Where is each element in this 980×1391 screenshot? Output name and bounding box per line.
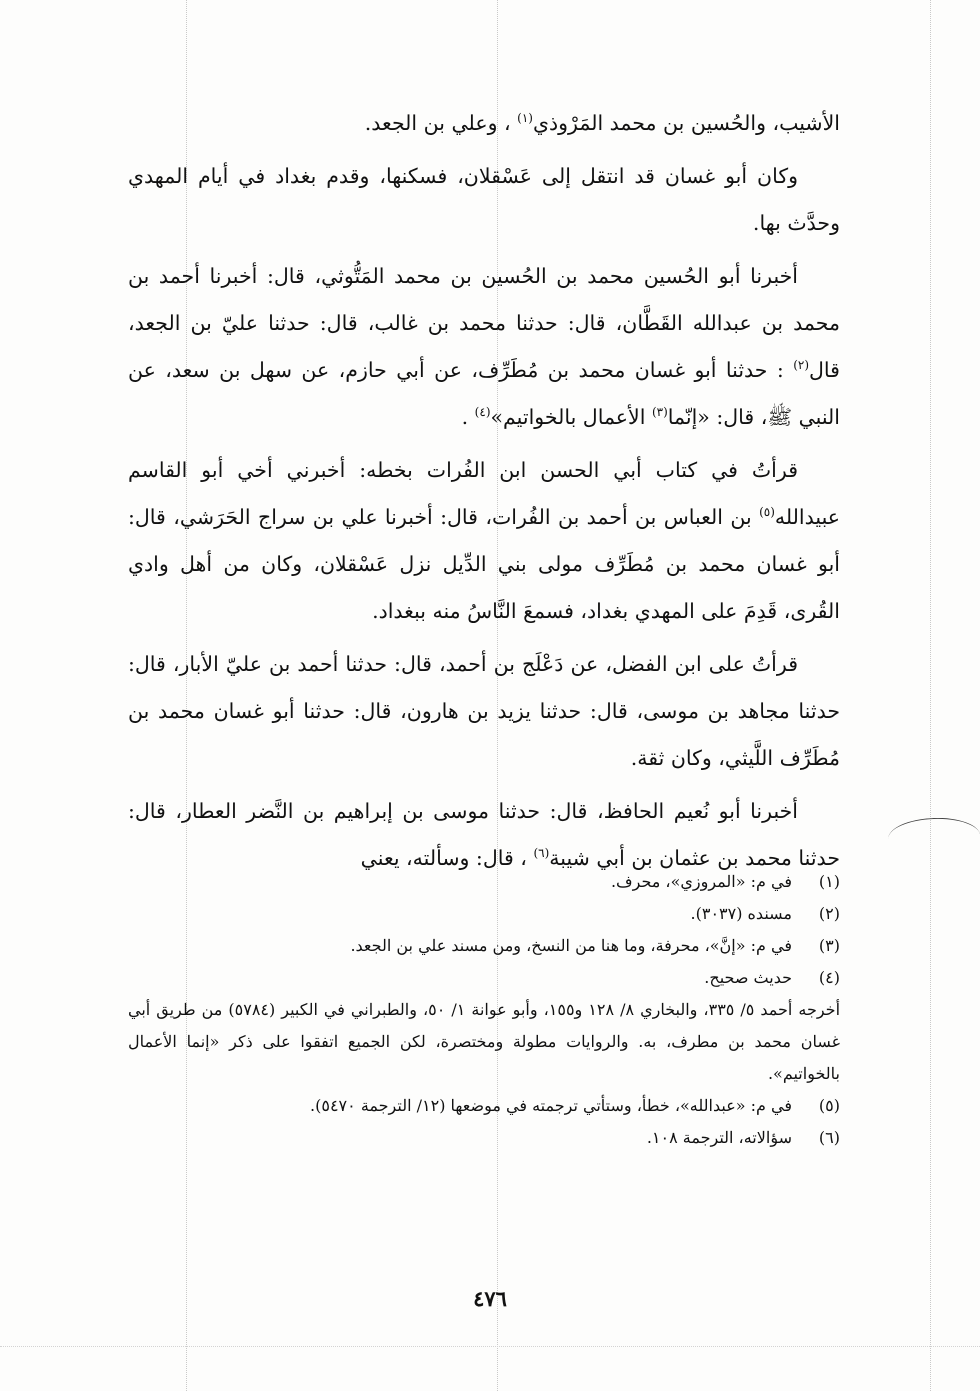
footnote-continuation bbox=[128, 994, 840, 1090]
paragraph: أخبرنا أبو الحُسين محمد بن الحُسين بن محمد المَتُّوثي، قال: أخبرنا أحمد بن محمد بن عبدالله القَطَّان، قال: حدثنا محمد بن غالب، قال: حدثنا عليّ بن الجعد، قال$^{(٢)}$ : حدثنا أبو غسان محمد بن مُطَرِّف، عن أبي حازم، عن سهل بن سعد، عن النبي ﷺ، قال: «إنّما$^{(٣)}$ الأعمال بالخواتيم»$^{(٤)}$ . bbox=[128, 264, 840, 429]
main-text-body bbox=[128, 100, 840, 888]
footnote-text: سؤالاته، الترجمة ١٠٨. bbox=[646, 1128, 792, 1147]
page-number: ٤٧٦ bbox=[473, 1286, 507, 1311]
footnote-ref[interactable]: (٣) bbox=[651, 405, 668, 420]
footnote bbox=[128, 962, 840, 994]
footnote-text: حديث صحيح. bbox=[704, 968, 792, 987]
paragraph: وكان أبو غسان قد انتقل إلى عَسْقلان، فسكنها، وقدم بغداد في أيام المهدي وحدَّث بها. bbox=[128, 164, 840, 235]
footnote-ref[interactable]: (٦) bbox=[533, 846, 550, 861]
footnote-text: مسنده (٣٠٣٧). bbox=[690, 904, 792, 923]
footnote-number: (٤) bbox=[818, 968, 840, 987]
footnote-ref[interactable]: (٥) bbox=[759, 505, 775, 520]
margin-pen-mark bbox=[888, 816, 980, 842]
paragraph: قرأتُ على ابن الفضل، عن دَعْلَج بن أحمد، قال: حدثنا أحمد بن عليّ الأبار، قال: حدثنا مجاهد بن موسى، قال: حدثنا يزيد بن هارون، قال: حدثنا أبو غسان محمد بن مُطَرِّف اللَّيثي، وكان ثقة. bbox=[128, 652, 840, 770]
footnote bbox=[128, 898, 840, 930]
footnote-number: (٦) bbox=[818, 1128, 840, 1147]
footnote-ref[interactable]: (٢) bbox=[793, 358, 810, 373]
scan-artifact-line bbox=[930, 0, 931, 1391]
footnote-text: في م: «المروزي»، محرف. bbox=[610, 872, 792, 891]
footnote-ref[interactable]: (٤) bbox=[474, 405, 491, 420]
footnote-number: (٢) bbox=[818, 904, 840, 923]
paragraph: أخبرنا أبو نُعيم الحافظ، قال: حدثنا موسى بن إبراهيم بن النَّضر العطار، قال: حدثنا محمد بن عثمان بن أبي شيبة$^{(٦)}$ ، قال: وسألته، يعني bbox=[128, 799, 840, 870]
footnote-text: أخرجه أحمد ٥/ ٣٣٥، والبخاري ٨/ ١٢٨ و١٥٥، وأبو عوانة ١/ ٥٠، والطبراني في الكبير (٥٧٨٤) من طريق أبي غسان محمد بن مطرف، به. والروايات مطولة ومختصرة، لكن الجميع اتفقوا على ذكر «إنما الأعمال بالخواتيم». bbox=[128, 1000, 841, 1083]
scan-artifact-line bbox=[0, 1346, 980, 1347]
footnote-ref[interactable]: (١) bbox=[517, 111, 533, 126]
footnote bbox=[128, 930, 840, 962]
footnote-text: في م: «إنَّ»، محرفة، وما هنا من النسخ، ومن مسند علي بن الجعد. bbox=[350, 936, 792, 955]
footnote bbox=[128, 1090, 840, 1122]
footnote bbox=[128, 1122, 840, 1154]
footnote-text: في م: «عبدالله»، خطأ، وستأتي ترجمته في موضعها (١٢/ الترجمة ٥٤٧٠). bbox=[310, 1096, 792, 1115]
paragraph: قرأتُ في كتاب أبي الحسن ابن الفُرات بخطه: أخبرني أخي أبو القاسم عبيدالله$^{(٥)}$ بن العباس بن أحمد بن الفُرات، قال: أخبرنا علي بن سراج الحَرَشي، قال: أبو غسان محمد بن مُطَرِّف مولى بني الدِّيل نزل عَسْقلان، وكان من أهل وادي القُرى، قَدِمَ على المهدي بغداد، فسمعَ النَّاسُ منه ببغداد. bbox=[128, 458, 840, 623]
footnote-number: (٣) bbox=[818, 936, 840, 955]
footnote-number: (١) bbox=[818, 872, 840, 891]
footnote bbox=[128, 866, 840, 898]
paragraph: الأشيب، والحُسين بن محمد المَرْوذي$^{(١)}$ ، وعلي بن الجعد. bbox=[364, 111, 840, 135]
footnotes-section bbox=[128, 866, 840, 1154]
footnote-number: (٥) bbox=[818, 1096, 840, 1115]
